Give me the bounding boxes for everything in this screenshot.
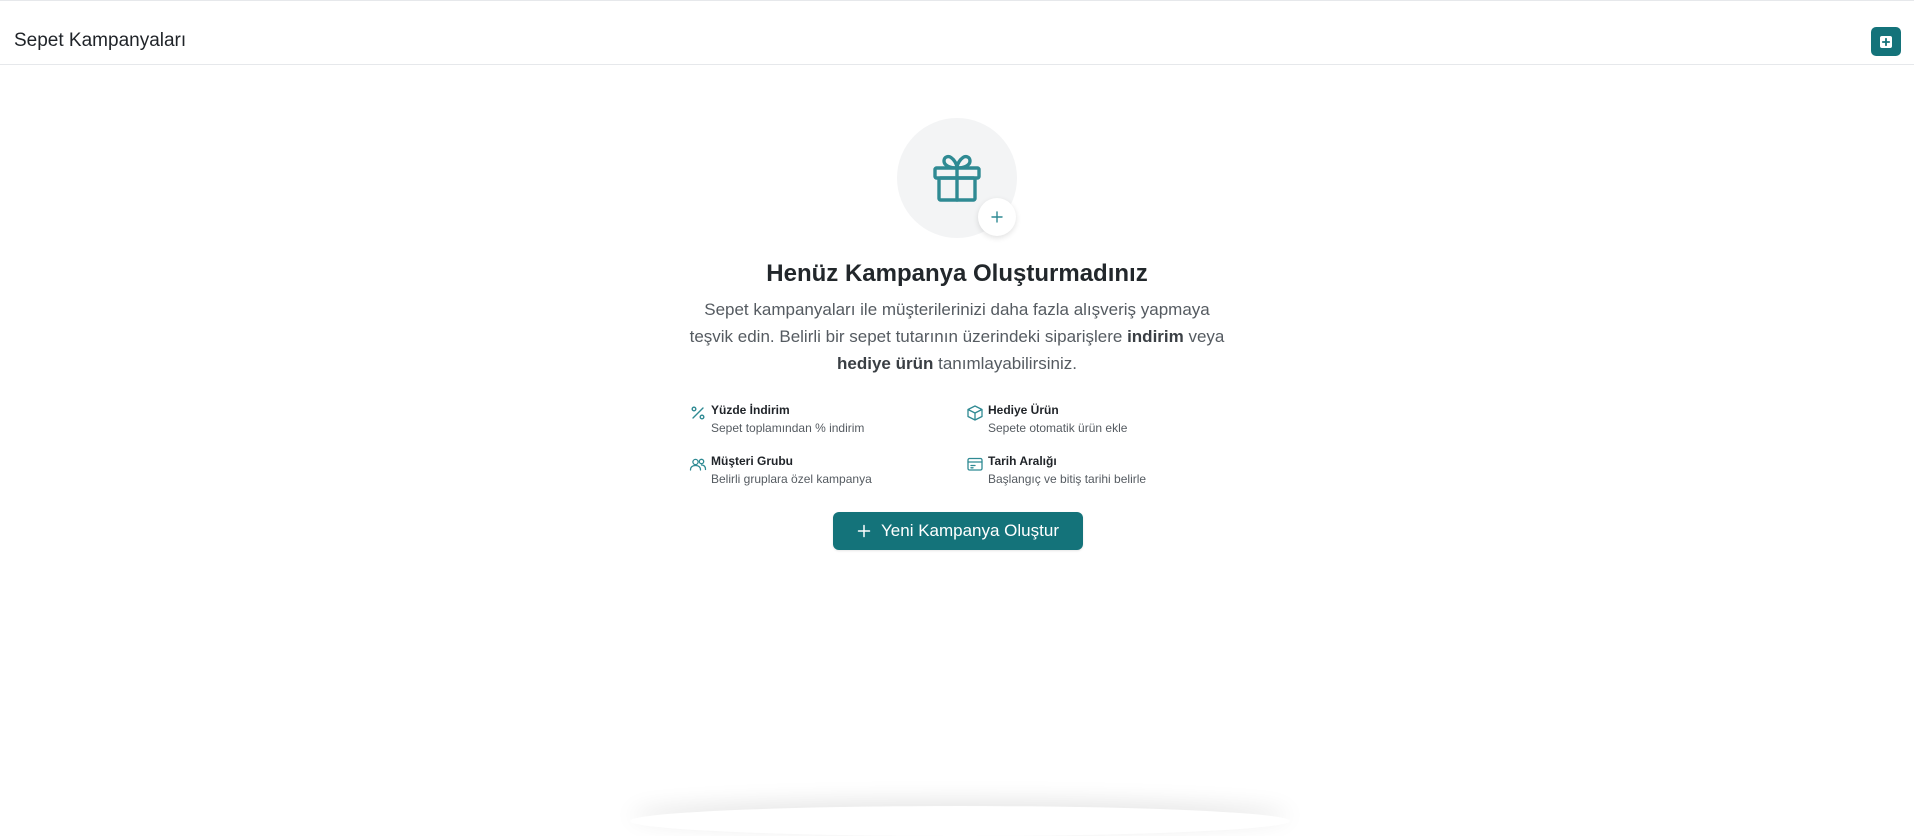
gift-icon: [931, 152, 983, 204]
description-text: veya: [1183, 327, 1225, 346]
description-text: Sepet kampanyaları ile müşterilerinizi daha fazla alışveriş yapmaya teşvik edin. Belirli bir sepet tutarının üzerindeki siparişlere: [689, 300, 1210, 346]
page-title: Sepet Kampanyaları: [14, 30, 187, 51]
calendar-range-icon: [966, 455, 984, 473]
feature-subtitle: Sepete otomatik ürün ekle: [988, 421, 1128, 435]
empty-state-description: [682, 296, 1232, 377]
description-text: tanımlayabilirsiniz.: [933, 354, 1077, 373]
feature-percent-discount: [689, 402, 949, 442]
plus-icon: [990, 210, 1004, 224]
feature-title: Hediye Ürün: [988, 403, 1059, 417]
create-campaign-button[interactable]: [833, 512, 1083, 550]
empty-state-heading: Henüz Kampanya Oluşturmadınız: [766, 260, 1148, 287]
feature-gift-product: [966, 402, 1226, 442]
feature-subtitle: Başlangıç ve bitiş tarihi belirle: [988, 472, 1147, 486]
bottom-panel-shadow: [630, 806, 1290, 836]
description-bold-gift: hediye ürün: [837, 354, 934, 373]
feature-title: Yüzde İndirim: [711, 403, 790, 417]
box-icon: [966, 404, 984, 422]
feature-title: Müşteri Grubu: [711, 454, 794, 468]
feature-subtitle: Sepet toplamından % indirim: [711, 421, 865, 435]
feature-subtitle: Belirli gruplara özel kampanya: [711, 472, 872, 486]
create-campaign-label: Yeni Kampanya Oluştur: [881, 521, 1059, 540]
description-bold-discount: indirim: [1127, 327, 1184, 346]
feature-customer-group: [689, 453, 949, 493]
users-icon: [689, 455, 707, 473]
hero-plus-badge: [978, 198, 1016, 236]
plus-icon: [857, 524, 871, 538]
feature-title: Tarih Aralığı: [988, 454, 1057, 468]
feature-date-range: [966, 453, 1226, 493]
percent-icon: [689, 404, 707, 422]
